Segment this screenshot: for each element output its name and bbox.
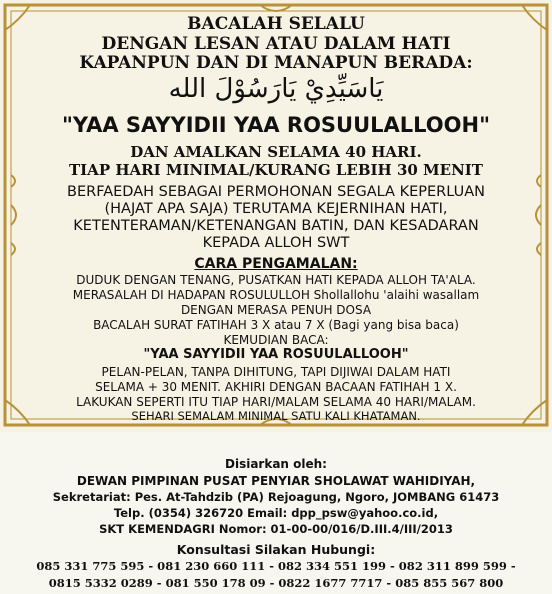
sekretariat-line: Sekretariat: Pes. At-Tahdzib (PA) Rejoagung, Ngoro, JOMBANG 61473 xyxy=(52,490,500,504)
faedah-line-2: (HAJAT APA SAJA) TERUTAMA KEJERNIHAN HATI, xyxy=(104,201,448,217)
phone-list-2: 0815 5332 0289 - 081 550 178 09 - 0822 1677 7717 - 085 855 567 800 xyxy=(48,576,504,590)
cara-line-1: DUDUK DENGAN TENANG, PUSATKAN HATI KEPADA ALLOH TA'ALA. xyxy=(76,273,476,287)
faedah-line-3: KETENTERAMAN/KETENANGAN BATIN, DAN KESADARAN xyxy=(73,218,479,234)
pelan-line-1: PELAN-PELAN, TANPA DIHITUNG, TAPI DIJIWAI DALAM HATI xyxy=(101,365,451,379)
dewan-line: DEWAN PIMPINAN PUSAT PENYIAR SHOLAWAT WAHIDIYAH, xyxy=(76,474,476,488)
header-line-2: DENGAN LESAN ATAU DALAM HATI xyxy=(101,34,451,54)
cara-line-5: KEMUDIAN BACA: xyxy=(223,333,329,347)
skt-line: SKT KEMENDAGRI Nomor: 01-00-00/016/D.III.4/III/2013 xyxy=(99,522,453,536)
faedah-line-1: BERFAEDAH SEBAGAI PERMOHONAN SEGALA KEPERLUAN xyxy=(67,184,485,200)
main-title: "YAA SAYYIDII YAA ROSUULALLOOH" xyxy=(61,113,491,137)
telp-line: Telp. (0354) 326720 Email: dpp_psw@yahoo.co.id, xyxy=(113,506,439,520)
header-line-1: BACALAH SELALU xyxy=(187,14,365,34)
header-line-3: KAPANPUN DAN DI MANAPUN BERADA: xyxy=(79,53,473,73)
disiarkan-label: Disiarkan oleh: xyxy=(225,457,327,471)
amalkan-line-2: TIAP HARI MINIMAL/KURANG LEBIH 30 MENIT xyxy=(69,161,483,179)
cara-line-4: BACALAH SURAT FATIHAH 3 X atau 7 X (Bagi yang bisa baca) xyxy=(93,318,459,332)
cara-line-2: MERASALAH DI HADAPAN ROSULULLOH Shollallohu 'alaihi wasallam xyxy=(72,288,480,302)
faedah-line-4: KEPADA ALLOH SWT xyxy=(202,235,350,251)
phone-list-1: 085 331 775 595 - 081 230 660 111 - 082 334 551 199 - 082 311 899 599 - xyxy=(36,559,516,573)
konsultasi-line: Konsultasi Silakan Hubungi: xyxy=(176,542,376,557)
secondary-title: "YAA SAYYIDII YAA ROSUULALLOOH" xyxy=(143,347,409,362)
arabic-text: يَاسَيِّدِيْ يَارَسُوْلَ الله xyxy=(168,74,384,104)
cara-heading: CARA PENGAMALAN: xyxy=(194,256,358,272)
footer xyxy=(0,432,552,594)
amalkan-line-1: DAN AMALKAN SELAMA 40 HARI. xyxy=(130,143,422,161)
cara-line-3: DENGAN MERASA PENUH DOSA xyxy=(180,303,372,317)
pelan-line-4: SEHARI SEMALAM MINIMAL SATU KALI KHATAMAN. xyxy=(131,409,421,423)
pelan-line-3: LAKUKAN SEPERTI ITU TIAP HARI/MALAM SELAMA 40 HARI/MALAM. xyxy=(76,395,476,409)
pelan-line-2: SELAMA + 30 MENIT. AKHIRI DENGAN BACAAN FATIHAH 1 X. xyxy=(95,380,457,394)
